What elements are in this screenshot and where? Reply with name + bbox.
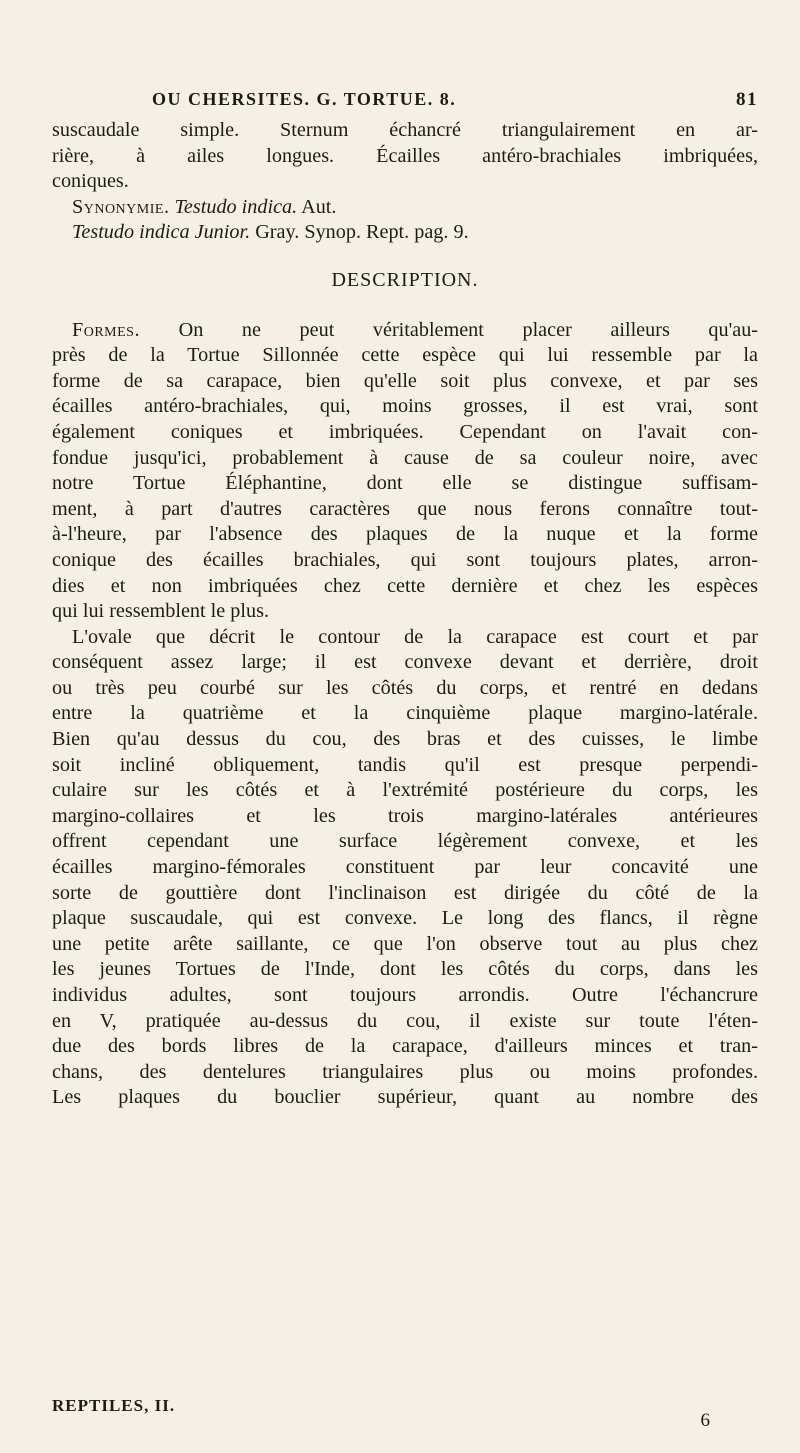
text-line: écailles antéro-brachiales, qui, moins grosses, il est vrai, sont [52, 395, 758, 418]
page-footer [52, 1396, 758, 1436]
text-line: forme de sa carapace, bien qu'elle soit plus convexe, et par ses [52, 369, 758, 392]
text-line: les jeunes Tortues de l'Inde, dont les côtés du corps, dans les [52, 958, 758, 981]
text-line: offrent cependant une surface légèrement convexe, et les [52, 830, 758, 853]
body-text [52, 118, 758, 1111]
text-line: plaque suscaudale, qui est convexe. Le long des flancs, il règne [52, 907, 758, 930]
text-line: margino-collaires et les trois margino-latérales antérieures [52, 804, 758, 827]
text-line: soit incliné obliquement, tandis qu'il est presque perpendi- [52, 753, 758, 776]
author-abbrev: Aut. [301, 195, 337, 218]
species-name: Testudo indica Junior. [72, 221, 251, 244]
text-line: rière, à ailes longues. Écailles antéro-brachiales imbriquées, [52, 144, 758, 167]
paragraph-first-line: L'ovale que décrit le contour de la carapace est court et par [72, 625, 758, 648]
text-line: notre Tortue Éléphantine, dont elle se distingue suffisam- [52, 472, 758, 495]
text-line: une petite arête saillante, ce que l'on observe tout au plus chez [52, 932, 758, 955]
text-line: en V, pratiquée au-dessus du cou, il existe sur toute l'éten- [52, 1009, 758, 1032]
text-line: Bien qu'au dessus du cou, des bras et des cuisses, le limbe [52, 728, 758, 751]
text-line: à-l'heure, par l'absence des plaques de la nuque et la forme [52, 523, 758, 546]
text-line: coniques. [52, 170, 129, 193]
text-line: qui lui ressemblent le plus. [52, 600, 269, 623]
text-line: suscaudale simple. Sternum échancré triangulairement en ar- [52, 119, 758, 141]
text-line: fondue jusqu'ici, probablement à cause de sa couleur noire, avec [52, 446, 758, 469]
section-heading: DESCRIPTION. [331, 268, 479, 291]
running-head [52, 89, 758, 119]
synonymy-line [52, 195, 758, 221]
formes-label: Formes. [72, 318, 141, 341]
text-line: conséquent assez large; il est convexe devant et derrière, droit [52, 651, 758, 674]
text-line: chans, des dentelures triangulaires plus ou moins profondes. [52, 1060, 758, 1083]
text-line: entre la quatrième et la cinquième plaque margino-latérale. [52, 702, 758, 725]
running-title: OU CHERSITES. G. TORTUE. 8. [152, 89, 457, 109]
synonymy-label: Synonymie. [72, 195, 170, 218]
text-line: culaire sur les côtés et à l'extrémité postérieure du corps, les [52, 779, 758, 802]
text-line: près de la Tortue Sillonnée cette espèce qui lui ressemble par la [52, 344, 758, 367]
paragraph-first-line: Formes. On ne peut véritablement placer ailleurs qu'au- [72, 318, 759, 341]
bibliographic-reference: Gray. Synop. Rept. pag. 9. [255, 221, 469, 244]
text-line: conique des écailles brachiales, qui sont toujours plates, arron- [52, 548, 758, 571]
species-name: Testudo indica. [174, 195, 298, 218]
text-line: également coniques et imbriquées. Cependant on l'avait con- [52, 420, 758, 443]
text-line: dies et non imbriquées chez cette dernière et chez les espèces [52, 574, 758, 597]
text-line: sorte de gouttière dont l'inclinaison est dirigée du côté de la [52, 881, 758, 904]
signature-mark: REPTILES, II. [52, 1396, 176, 1415]
book-page [52, 0, 758, 1453]
text-line: ment, à part d'autres caractères que nous ferons connaître tout- [52, 497, 758, 520]
text-line: Les plaques du bouclier supérieur, quant au nombre des [52, 1086, 758, 1109]
page-number: 81 [736, 89, 758, 110]
text-line: écailles margino-fémorales constituent par leur concavité une [52, 856, 758, 879]
text-line: ou très peu courbé sur les côtés du corps, et rentré en dedans [52, 676, 758, 699]
text-line: individus adultes, sont toujours arrondis. Outre l'échancrure [52, 984, 758, 1006]
gathering-number: 6 [700, 1410, 710, 1431]
text-line: due des bords libres de la carapace, d'ailleurs minces et tran- [52, 1035, 758, 1058]
synonymy-line [52, 220, 758, 246]
